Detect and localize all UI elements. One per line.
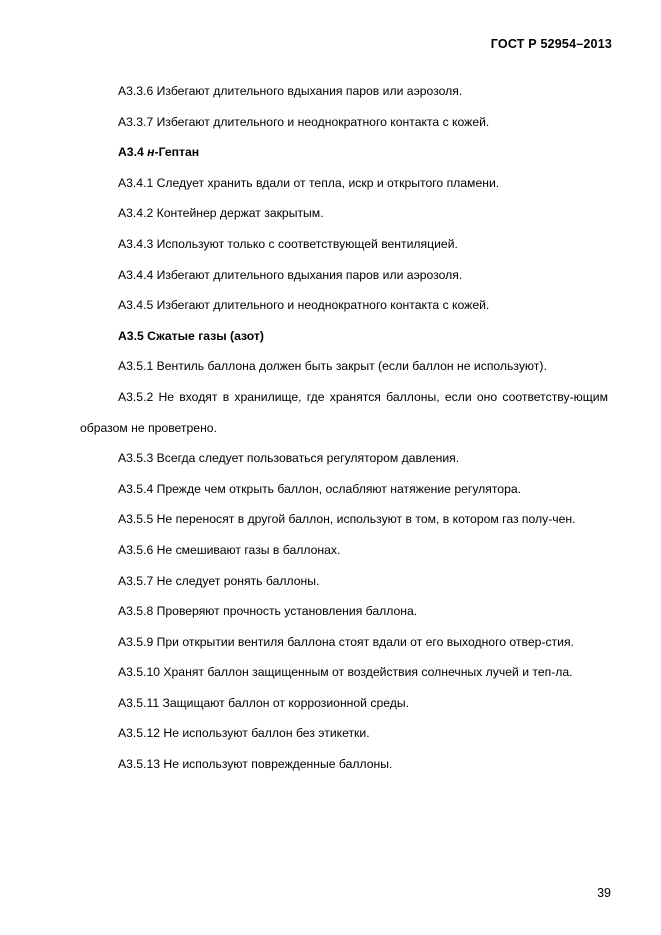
clause-a3-5-7: А3.5.7 Не следует ронять баллоны.: [118, 573, 320, 588]
clause-a3-5-9: А3.5.9 При открытии вентиля баллона стоят вдали от его выходного отвер-стия.: [118, 634, 574, 649]
clause-a3-4-3: А3.4.3 Используют только с соответствующей вентиляцией.: [118, 236, 458, 251]
clause-a3-5-12: А3.5.12 Не используют баллон без этикетки.: [118, 726, 370, 741]
clause-a3-5-1: А3.5.1 Вентиль баллона должен быть закрыт (если баллон не используют).: [118, 359, 547, 374]
section-title-heptane: -Гептан: [154, 145, 200, 160]
clause-a3-5-10: А3.5.10 Хранят баллон защищенным от воздействия солнечных лучей и теп-ла.: [118, 665, 573, 680]
clause-a3-5-4: А3.5.4 Прежде чем открыть баллон, ослабляют натяжение регулятора.: [118, 481, 522, 496]
clause-a3-5-11: А3.5.11 Защищают баллон от коррозионной среды.: [118, 695, 410, 710]
clause-a3-3-6: А3.3.6 Избегают длительного вдыхания паров или аэрозоля.: [118, 84, 463, 98]
clause-a3-3-7: А3.3.7 Избегают длительного и неоднократного контакта с кожей.: [118, 114, 490, 129]
clause-a3-4-5: А3.4.5 Избегают длительного и неоднократного контакта с кожей.: [118, 298, 490, 313]
page-number: 39: [597, 886, 611, 900]
clause-a3-5-13: А3.5.13 Не используют поврежденные баллоны.: [118, 757, 393, 772]
section-number-a3-4: А3.4: [118, 145, 144, 160]
clause-a3-4-1: А3.4.1 Следует хранить вдали от тепла, искр и открытого пламени.: [118, 175, 500, 190]
clause-a3-5-5: А3.5.5 Не переносят в другой баллон, используют в том, в котором газ полу-чен.: [118, 512, 576, 527]
clause-a3-5-8: А3.5.8 Проверяют прочность установления баллона.: [118, 604, 418, 619]
section-heading-a3-5: А3.5 Сжатые газы (азот): [118, 328, 264, 343]
clause-a3-4-4: А3.4.4 Избегают длительного вдыхания паров или аэрозоля.: [118, 267, 463, 282]
page-body: [80, 76, 608, 780]
section-title-prefix: н: [147, 145, 155, 160]
section-heading-a3-4: [80, 137, 608, 168]
clause-a3-5-3: А3.5.3 Всегда следует пользоваться регулятором давления.: [118, 451, 460, 466]
document-code-header: ГОСТ Р 52954–2013: [490, 37, 612, 51]
clause-a3-5-2: А3.5.2 Не входят в хранилище, где хранятся баллоны, если оно соответству-ющим образом не проветрено.: [80, 389, 608, 435]
clause-a3-4-2: А3.4.2 Контейнер держат закрытым.: [118, 206, 324, 221]
clause-a3-5-6: А3.5.6 Не смешивают газы в баллонах.: [118, 542, 341, 557]
